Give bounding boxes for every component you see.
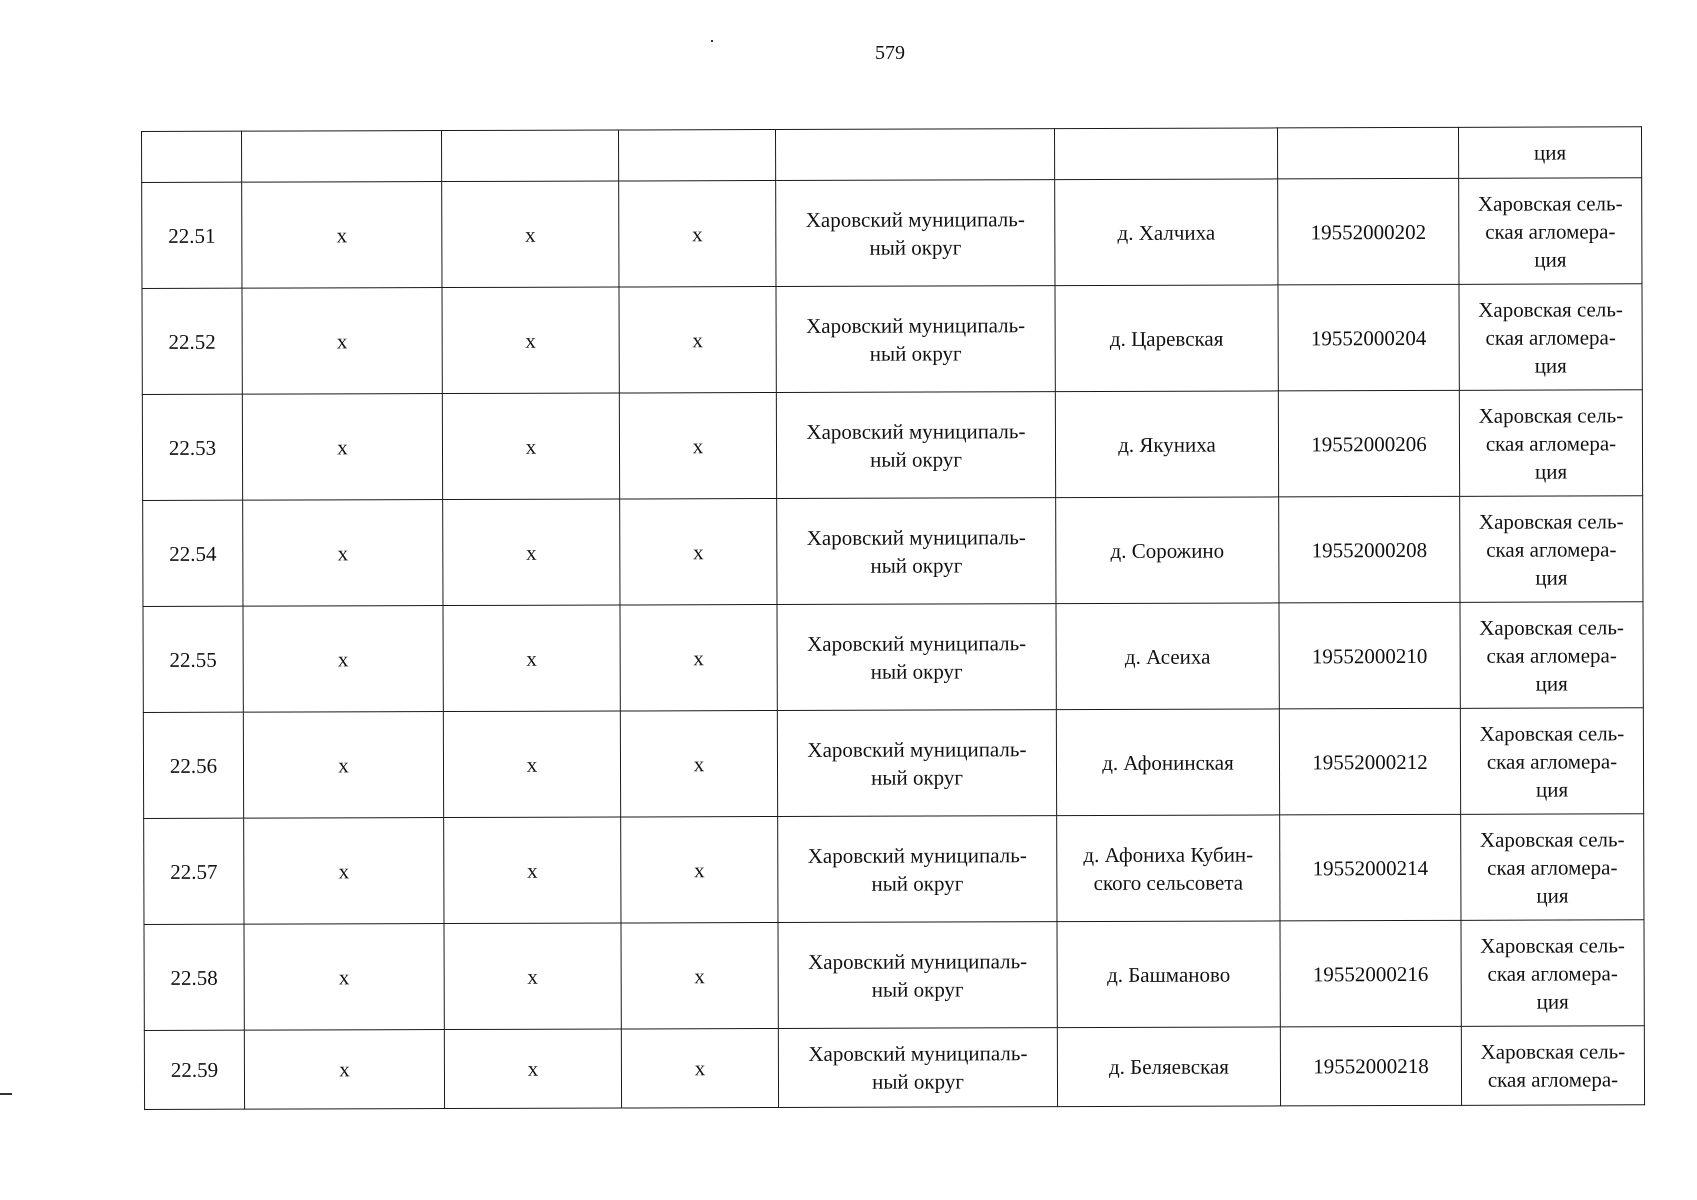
table-row xyxy=(144,1026,1644,1110)
table-row xyxy=(143,496,1643,607)
district-cell: Харовский муниципаль- ный округ xyxy=(778,922,1057,1029)
agglomeration-cell: Харовская сель- ская агломера- ция xyxy=(1461,814,1644,921)
scan-dash xyxy=(0,1093,12,1095)
locality-cell: д. Халчиха xyxy=(1055,179,1278,286)
mark-cell: х xyxy=(444,923,621,1030)
row-number-cell: 22.52 xyxy=(142,288,242,394)
table-row-continuation xyxy=(142,127,1642,183)
locality-cell: д. Царевская xyxy=(1055,285,1278,392)
row-number-cell: 22.53 xyxy=(142,394,242,500)
row-number-cell: 22.59 xyxy=(144,1030,244,1109)
oktmo-code-cell: 19552000208 xyxy=(1279,496,1460,603)
mark-cell: х xyxy=(243,712,443,819)
table-cell xyxy=(1277,127,1458,179)
scan-dot xyxy=(711,40,713,42)
table-row xyxy=(144,814,1644,925)
district-cell: Харовский муниципаль- ный округ xyxy=(778,816,1057,923)
row-number-cell: 22.56 xyxy=(143,712,243,818)
mark-cell: х xyxy=(242,182,442,289)
mark-cell: х xyxy=(444,1029,621,1109)
mark-cell: х xyxy=(620,711,777,817)
agglomeration-cell: Харовская сель- ская агломера- ция xyxy=(1459,284,1642,391)
row-number-cell: 22.51 xyxy=(142,182,242,288)
mark-cell: х xyxy=(442,287,619,394)
table-row xyxy=(143,602,1643,713)
mark-cell: х xyxy=(442,181,619,288)
district-cell: Харовский муниципаль- ный округ xyxy=(776,392,1055,499)
mark-cell: х xyxy=(621,923,778,1029)
row-number-cell: 22.55 xyxy=(143,606,243,712)
mark-cell: х xyxy=(619,287,776,393)
agglomeration-cell: Харовская сель- ская агломера- xyxy=(1461,1026,1644,1106)
mark-cell: х xyxy=(620,605,777,711)
mark-cell: х xyxy=(444,817,621,924)
district-cell: Харовский муниципаль- ный округ xyxy=(777,498,1056,605)
mark-cell: х xyxy=(620,499,777,605)
table-cell xyxy=(442,130,619,182)
locality-cell: д. Башманово xyxy=(1057,921,1280,1028)
oktmo-code-cell: 19552000214 xyxy=(1280,814,1461,921)
mark-cell: х xyxy=(244,1030,444,1110)
mark-cell: х xyxy=(621,817,778,923)
locality-cell: д. Афонинская xyxy=(1056,709,1279,816)
locality-cell: д. Афониха Кубин- ского сельсовета xyxy=(1057,815,1280,922)
oktmo-code-cell: 19552000206 xyxy=(1278,390,1459,497)
oktmo-code-cell: 19552000218 xyxy=(1280,1026,1461,1106)
mark-cell: х xyxy=(443,605,620,712)
agglomeration-cell: Харовская сель- ская агломера- ция xyxy=(1460,496,1643,603)
agglomeration-cell: Харовская сель- ская агломера- ция xyxy=(1459,390,1642,497)
agglomeration-cell: Харовская сель- ская агломера- ция xyxy=(1461,920,1644,1027)
row-number-cell: 22.54 xyxy=(143,500,243,606)
row-number-cell: 22.58 xyxy=(144,924,244,1030)
agglomeration-cell: Харовская сель- ская агломера- ция xyxy=(1460,708,1643,815)
district-cell: Харовский муниципаль- ный округ xyxy=(776,286,1055,393)
table-row xyxy=(144,920,1644,1031)
mark-cell: х xyxy=(243,500,443,607)
locality-cell: д. Якуниха xyxy=(1055,391,1278,498)
mark-cell: х xyxy=(242,394,442,501)
oktmo-code-cell: 19552000202 xyxy=(1278,178,1459,285)
oktmo-code-cell: 19552000210 xyxy=(1279,602,1460,709)
mark-cell: х xyxy=(442,393,619,500)
agglomeration-cell: Харовская сель- ская агломера- ция xyxy=(1459,178,1642,285)
mark-cell: х xyxy=(619,181,776,287)
page-number: 579 xyxy=(875,42,905,64)
mark-cell: х xyxy=(243,606,443,713)
mark-cell: х xyxy=(621,1029,778,1108)
registry-table xyxy=(141,126,1645,1110)
district-cell: Харовский муниципаль- ный округ xyxy=(778,1028,1057,1108)
table-cell xyxy=(1054,128,1277,180)
oktmo-code-cell: 19552000216 xyxy=(1280,920,1461,1027)
table-row xyxy=(143,708,1643,819)
locality-cell: д. Сорожино xyxy=(1056,497,1279,604)
table-row xyxy=(142,390,1642,501)
mark-cell: х xyxy=(244,818,444,925)
district-cell: Харовский муниципаль- ный округ xyxy=(777,710,1056,817)
oktmo-code-cell: 19552000212 xyxy=(1279,708,1460,815)
oktmo-code-cell: 19552000204 xyxy=(1278,284,1459,391)
agglomeration-cell: ция xyxy=(1458,127,1641,179)
table-cell xyxy=(618,130,775,181)
table-row xyxy=(142,284,1642,395)
district-cell: Харовский муниципаль- ный округ xyxy=(776,180,1055,287)
locality-cell: д. Асеиха xyxy=(1056,603,1279,710)
table-row xyxy=(142,178,1642,289)
mark-cell: х xyxy=(443,711,620,818)
mark-cell: х xyxy=(443,499,620,606)
mark-cell: х xyxy=(244,924,444,1031)
table-cell xyxy=(142,131,242,182)
mark-cell: х xyxy=(242,288,442,395)
table-cell xyxy=(242,131,442,183)
district-cell: Харовский муниципаль- ный округ xyxy=(777,604,1056,711)
agglomeration-cell: Харовская сель- ская агломера- ция xyxy=(1460,602,1643,709)
row-number-cell: 22.57 xyxy=(144,818,244,924)
table-cell xyxy=(775,129,1054,181)
mark-cell: х xyxy=(619,393,776,499)
locality-cell: д. Беляевская xyxy=(1057,1027,1280,1107)
